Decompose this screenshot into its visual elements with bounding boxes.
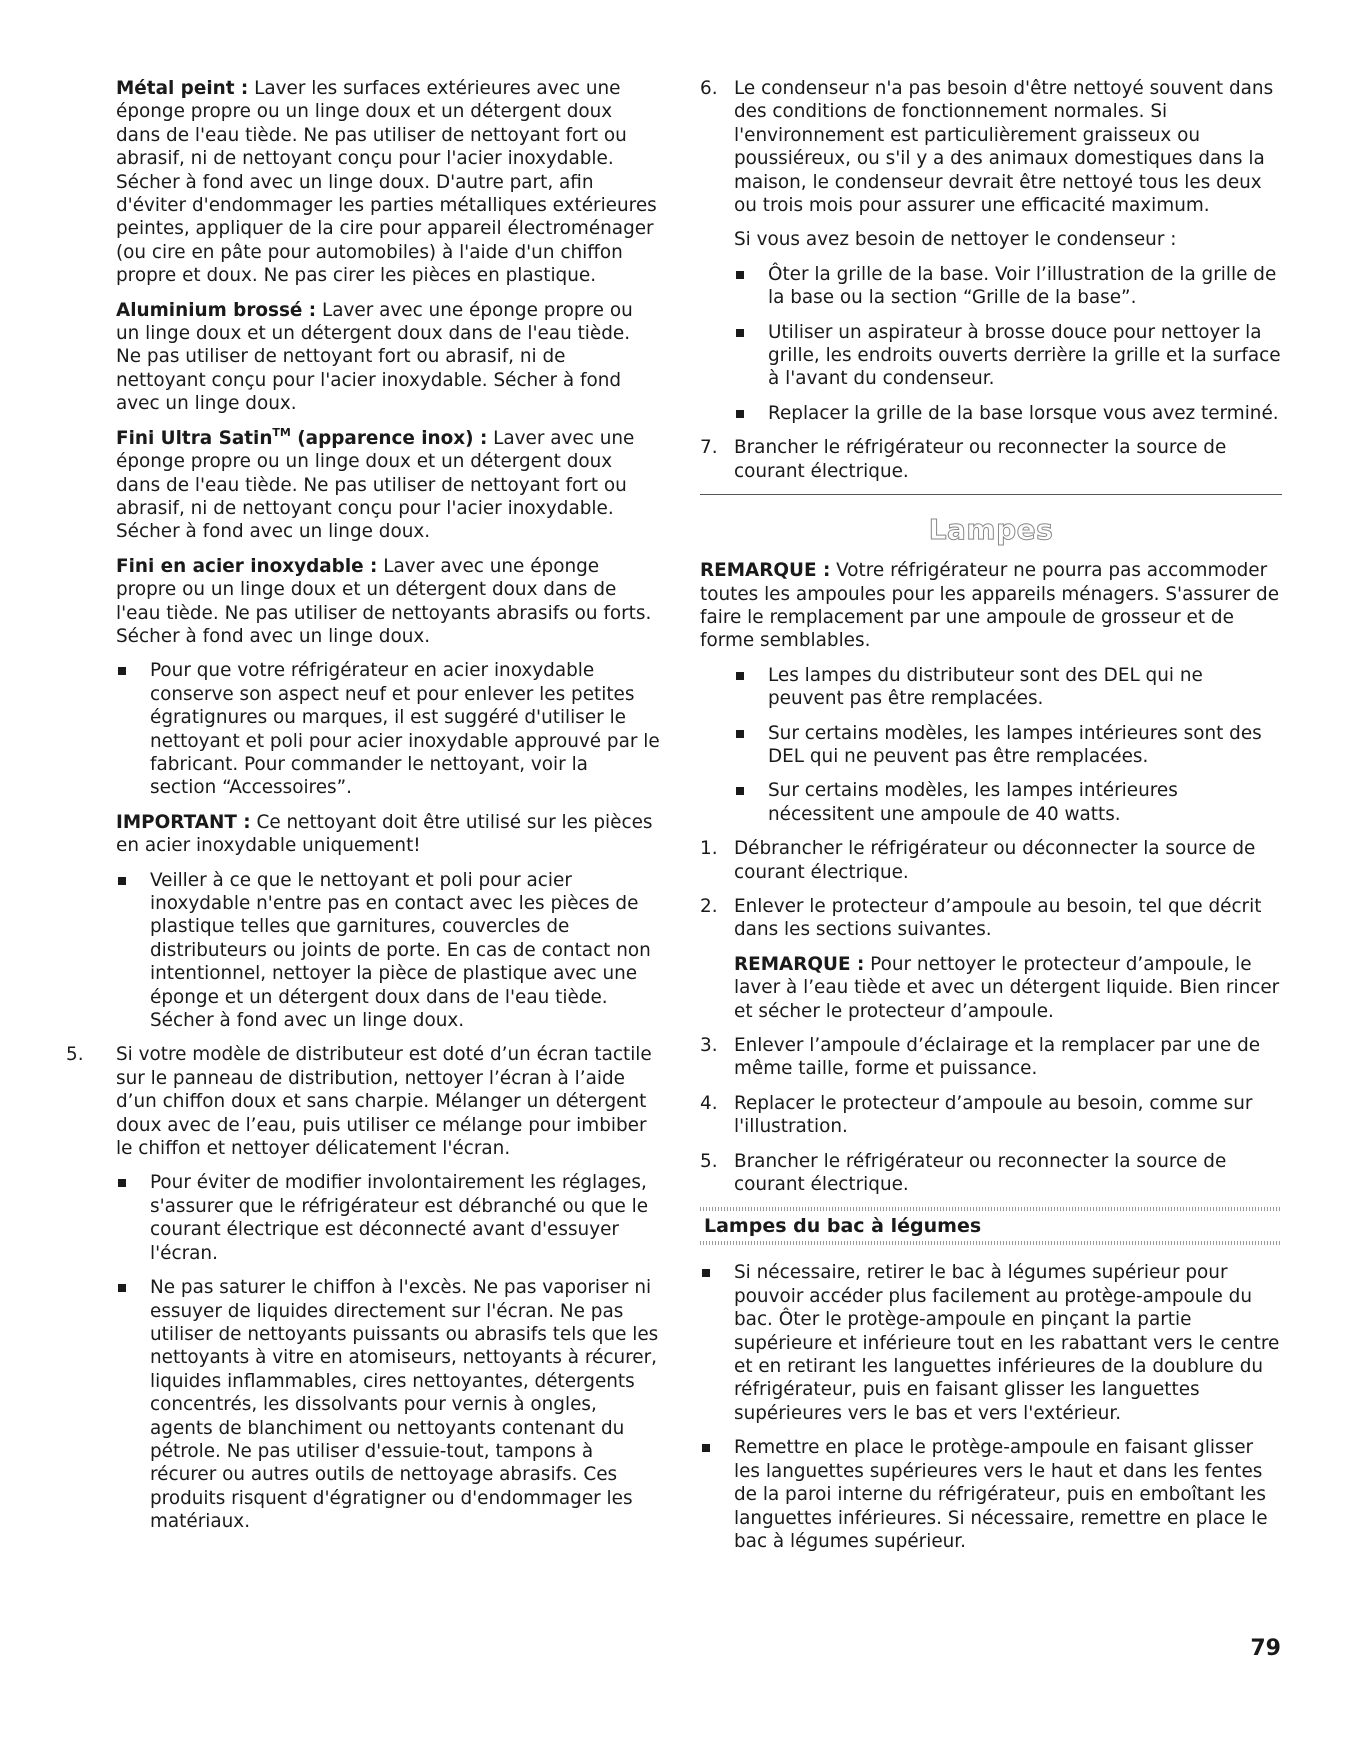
step-text: Le condenseur n'a pas besoin d'être nettoyé souvent dans des conditions de fonctionnement normales. Si l'environnement est particulièrement graisseux ou poussiéreux, ou s'il y a des animaux domestiques dans la maison, le condenseur devrait être nettoyé tous les deux ou trois mois pour assurer une efficacité maximum. <box>734 78 1274 217</box>
inox-paragraph <box>116 555 660 649</box>
left-column <box>66 77 660 1545</box>
remarque-label: REMARQUE : <box>700 560 831 582</box>
step-text: Enlever l’ampoule d’éclairage et la remplacer par une de même taille, forme et puissance. <box>734 1035 1261 1080</box>
inox-bullet-2: Veiller à ce que le nettoyant et poli pour acier inoxydable n'entre pas en contact avec les pièces de plastique telles que garnitures, couvercles de distributeurs ou joints de porte. En cas de contact non intentionnel, nettoyer la pièce de plastique avec une éponge et un détergent doux dans de l'eau tiède. Sécher à fond avec un linge doux. <box>116 869 660 1033</box>
remarque-2-label: REMARQUE : <box>734 953 865 975</box>
aluminium-label: Aluminium brossé : <box>116 299 317 321</box>
legumes-bullet-1: Si nécessaire, retirer le bac à légumes supérieur pour pouvoir accéder plus facilement au protège-ampoule du bac. Ôter le protège-ampoule en pinçant la partie supérieure et inférieure tout en les rabattant vers le centre et en retirant les languettes inférieures de la doublure du réfrigérateur, puis en faisant glisser les languettes supérieures vers le bas et vers l'extérieur. <box>700 1261 1282 1425</box>
lamp-step-5 <box>700 1150 1282 1197</box>
trademark-mark: TM <box>272 425 291 439</box>
legumes-heading: Lampes du bac à légumes <box>704 1215 982 1238</box>
inox-bullet-1: Pour que votre réfrigérateur en acier inoxydable conserve son aspect neuf et pour enlever les petites égratignures ou marques, il est suggéré d'utiliser le nettoyant et poli pour acier inoxydable approuvé par le fabricant. Pour commander le nettoyant, voir la section “Accessoires”. <box>116 659 660 799</box>
section-divider <box>700 494 1282 495</box>
legumes-bullet-2: Remettre en place le protège-ampoule en faisant glisser les languettes supérieures vers le haut et dans les fentes de la paroi interne du réfrigérateur, puis en emboîtant les languettes inférieures. Si nécessaire, remettre en place le bac à légumes supérieur. <box>700 1436 1282 1553</box>
dotted-rule-bottom <box>700 1241 1282 1245</box>
metal-peint-paragraph <box>116 77 660 288</box>
page-number: 79 <box>1250 1636 1281 1661</box>
step-number: 5. <box>700 1150 718 1172</box>
right-column <box>700 77 1282 1564</box>
step-number: 4. <box>700 1092 718 1114</box>
step-text: Débrancher le réfrigérateur ou déconnecter la source de courant électrique. <box>734 838 1256 883</box>
ultra-satin-label-a: Fini Ultra Satin <box>116 427 273 449</box>
aluminium-text: Laver avec une éponge propre ou un linge doux et un détergent doux dans de l'eau tiède. Ne pas utiliser de nettoyant fort ou abrasif, ni de nettoyant conçu pour l'acier inoxydable. Sécher à fond avec un linge doux. <box>116 299 633 415</box>
step-number: 2. <box>700 895 718 917</box>
lamp-step-4 <box>700 1092 1282 1139</box>
inox-label: Fini en acier inoxydable : <box>116 555 378 577</box>
remarque-2-paragraph <box>734 953 1282 1023</box>
step-7-reconnect <box>700 436 1282 483</box>
ultra-satin-label <box>116 425 488 449</box>
lamp-bullet-3: Sur certains modèles, les lampes intérieures nécessitent une ampoule de 40 watts. <box>700 779 1282 826</box>
lamp-step-3 <box>700 1034 1282 1081</box>
screen-bullet-1: Pour éviter de modifier involontairement les réglages, s'assurer que le réfrigérateur est débranché ou que le courant électrique est déconnecté avant d'essuyer l'écran. <box>116 1171 660 1265</box>
inox-text: Laver avec une éponge propre ou un linge doux et un détergent doux dans de l'eau tiède. Ne pas utiliser de nettoyants abrasifs ou forts. Sécher à fond avec un linge doux. <box>116 555 652 647</box>
remarque-text: Votre réfrigérateur ne pourra pas accommoder toutes les ampoules pour les appareils ménagers. S'assurer de faire le remplacement par une ampoule de grosseur et de forme semblables. <box>700 560 1280 652</box>
lamp-step-2 <box>700 895 1282 942</box>
step-number: 7. <box>700 437 718 459</box>
step-number: 5. <box>66 1044 84 1066</box>
ultra-satin-paragraph <box>116 427 660 544</box>
aluminium-paragraph <box>116 299 660 416</box>
ultra-satin-label-b: (apparence inox) : <box>290 427 488 449</box>
lampes-heading: Lampes <box>928 513 1054 547</box>
metal-peint-label: Métal peint : <box>116 78 249 99</box>
legumes-subhead-block <box>700 1207 1282 1245</box>
condenser-bullet-3: Replacer la grille de la base lorsque vous avez terminé. <box>700 402 1282 425</box>
step-text: Replacer le protecteur d’ampoule au besoin, comme sur l'illustration. <box>734 1092 1253 1138</box>
important-text: Ce nettoyant doit être utilisé sur les pièces en acier inoxydable uniquement! <box>116 811 653 857</box>
remarque-paragraph <box>700 559 1282 653</box>
step-text: Enlever le protecteur d’ampoule au besoin, tel que décrit dans les sections suivantes. <box>734 895 1262 941</box>
step-text: Si votre modèle de distributeur est doté d’un écran tactile sur le panneau de distribution, nettoyer l’écran à l’aide d’un chiffon doux et sans charpie. Mélanger un détergent doux avec de l’eau, puis utiliser ce mélange pour imbiber le chiffon et nettoyer délicatement l'écran. <box>116 1044 652 1160</box>
step-text: Brancher le réfrigérateur ou reconnecter la source de courant électrique. <box>734 1150 1227 1196</box>
condenser-bullet-1: Ôter la grille de la base. Voir l’illustration de la grille de la base ou la section “Grille de la base”. <box>700 263 1282 310</box>
step-6-condenser <box>700 77 1282 217</box>
step-number: 3. <box>700 1035 718 1056</box>
lamp-bullet-2: Sur certains modèles, les lampes intérieures sont des DEL qui ne peuvent pas être remplacées. <box>700 722 1282 769</box>
condenser-bullet-2: Utiliser un aspirateur à brosse douce pour nettoyer la grille, les endroits ouverts derrière la grille et la surface à l'avant du condenseur. <box>700 321 1282 391</box>
condenser-intro: Si vous avez besoin de nettoyer le condenseur : <box>734 229 1177 251</box>
step-5-screen <box>66 1043 660 1160</box>
remarque-2-text: Pour nettoyer le protecteur d’ampoule, le laver à l’eau tiède et avec un détergent liquide. Bien rincer et sécher le protecteur d’ampoule. <box>734 953 1280 1022</box>
screen-bullet-2: Ne pas saturer le chiffon à l'excès. Ne pas vaporiser ni essuyer de liquides directement sur l'écran. Ne pas utiliser de nettoyants puissants ou abrasifs tels que les nettoyants à vitre en atomiseurs, nettoyants à récurer, liquides inflammables, cires nettoyantes, détergents concentrés, les dissolvants pour vernis à ongles, agents de blanchiment ou nettoyants contenant du pétrole. Ne pas utiliser d'essuie-tout, tampons à récurer ou autres outils de nettoyage abrasifs. Ces produits risquent d'égratigner ou d'endommager les matériaux. <box>116 1276 660 1533</box>
lamp-bullet-1: Les lampes du distributeur sont des DEL qui ne peuvent pas être remplacées. <box>700 664 1282 711</box>
step-text: Brancher le réfrigérateur ou reconnecter la source de courant électrique. <box>734 437 1227 482</box>
lamp-step-1 <box>700 837 1282 884</box>
ultra-satin-text: Laver avec une éponge propre ou un linge doux et un détergent doux dans de l'eau tiède. Ne pas utiliser de nettoyant fort ou abrasif, ni de nettoyant conçu pour l'acier inoxydable. Sécher à fond avec un linge doux. <box>116 427 635 543</box>
step-number: 6. <box>700 78 718 99</box>
important-paragraph <box>116 811 660 858</box>
metal-peint-text: Laver les surfaces extérieures avec une éponge propre ou un linge doux et un détergent doux dans de l'eau tiède. Ne pas utiliser de nettoyant fort ou abrasif, ni de nettoyant conçu pour l'acier inoxydable. Sécher à fond avec un linge doux. D'autre part, afin d'éviter d'endommager les parties métalliques extérieures peintes, appliquer de la cire pour appareil électroménager (ou cire en pâte pour automobiles) à l'aide d'un chiffon propre et doux. Ne pas cirer les pièces en plastique. <box>116 78 657 287</box>
important-label: IMPORTANT : <box>116 811 251 833</box>
step-number: 1. <box>700 838 718 860</box>
